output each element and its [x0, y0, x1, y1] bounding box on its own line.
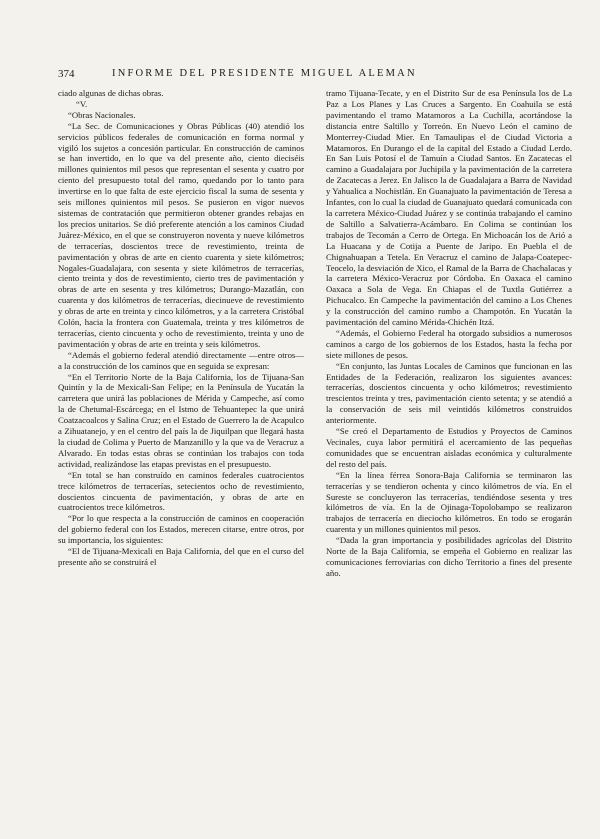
paragraph: tramo Tijuana-Tecate, y en el Distrito Sur de esa Península los de La Paz a Los Planes y Las Cruces a Sargento. En Coahuila se está pavimentando el tramo Matamoros a La Cuchilla, acortándose la distancia entre Saltillo y Torreón. En Nuevo León el camino de Monterrey-Ciudad Mier. En Tamaulipas el de Ciudad Victoria a Matamoros. En Durango el de la capital del Estado a Ciudad Lerdo. En San Luis Potosí el de Tamuín a Ciudad Santos. En Zacatecas el camino a Guadalajara por Juchipila y la pavimentación de la carretera de Zacatecas a Jerez. En Jalisco la de Guadalajara a Barra de Navidad y Yahualica a Nochistlán. En Guanajuato la pavimentación de Teresa a Infantes, con lo cual la ciudad de Guanajuato quedará comunicada con la carretera México-Ciudad Juárez y se continúa trabajando el camino de Saltillo a Salvatierra-Acámbaro. En Colima se continúan los trabajos de Tecomán a Cerro de Ortega. En Michoacán los de Arió a La Huacana y de Cotija a Puente de Jaripo. En Puebla el de Chignahuapan a Tetela. En Veracruz el camino de Jalapa-Coatepec-Teocelo, la desviación de Xico, el Ramal de la Barra de Chachalacas y la carretera México-Veracruz por Córdoba. En Oaxaca el camino Oaxaca a Sola de Vega. En Chiapas el de Tuxtla Gutiérrez a Pichucalco. En Campeche la pavimentación del camino a Los Chenes y la construcción del camino rumbo a Champotón. En Yucatán la pavimentación del camino Mérida-Chichén Itzá.: [326, 88, 572, 328]
section-heading: “Obras Nacionales.: [68, 109, 136, 120]
paragraph: “En total se han construído en caminos federales cuatrocientos trece kilómetros de terracerías, setecientos ocho de revestimiento, doscientos cincuenta de pavimentación, y obras de arte en cuatrocientos trece kilómetros.: [58, 469, 304, 513]
paragraph: “En el Territorio Norte de la Baja California, los de Tijuana-San Quintín y la de Mexicali-San Felipe; en la Península de Yucatán la carretera que unirá las poblaciones de Mérida y Campeche, así como la de Chetumal-Escárcega; en el Istmo de Tehuantepec la que unirá Coatzacoalcos y Salina Cruz; en el Estado de Guerrero la de Acapulco a Zihuatanejo, y en el centro del país la de Jiquilpan que llegará hasta la ciudad de Colima y Puerto de Manzanillo y la que va de Veracruz a Alvarado. En todas estas obras se continúan los trabajos con toda actividad, realizándose las etapas previstas en el presupuesto.: [58, 371, 304, 469]
section-number: “V.: [76, 98, 88, 109]
paragraph: “Además el gobierno federal atendió directamente —entre otros— a la construcción de los caminos que en seguida se expresan:: [58, 349, 304, 371]
paragraph: ciado algunas de dichas obras.: [58, 88, 164, 98]
paragraph: “Por lo que respecta a la construcción de caminos en cooperación del gobierno federal con los Estados, merecen citarse, entre otros, por su importancia, los siguientes:: [58, 513, 304, 546]
right-column: [326, 88, 572, 828]
paragraph: “En conjunto, las Juntas Locales de Caminos que funcionan en las Entidades de la Federación, realizaron los siguientes avances: terracerías, doscientos cincuenta y ocho kilómetros; revestimiento trescientos treinta y tres, pavimentación ciento setenta; y se atendió a la conservación de seis mil veintidós kilómetros construidos anteriormente.: [326, 360, 572, 426]
paragraph: “Se creó el Departamento de Estudios y Proyectos de Caminos Vecinales, cuya labor permitirá el acercamiento de las pequeñas comunidades que se encuentran aisladas económica y culturalmente del resto del país.: [326, 426, 572, 469]
left-column: [58, 88, 304, 828]
page-number: 374: [58, 68, 75, 80]
paragraph: “El de Tijuana-Mexicali en Baja California, del que en el curso del presente año se construirá el: [58, 546, 304, 567]
paragraph: “Dada la gran importancia y posibilidades agrícolas del Distrito Norte de la Baja California, se empeña el Gobierno en realizar las comunicaciones ferroviarias con dicho Territorio a fines del presente año.: [326, 535, 572, 578]
running-title: INFORME DEL PRESIDENTE MIGUEL ALEMAN: [112, 68, 417, 79]
page-header: [58, 68, 572, 82]
text-columns: [58, 88, 572, 828]
paragraph: “En la línea férrea Sonora-Baja California se terminaron las terracerías y se tendieron ochenta y cinco kilómetros de vía. En el Sureste se concluyeron las terracerías, tendiéndose sesenta y tres kilómetros de vía. En la de Ojinaga-Topolobampo se realizaron trabajos de terracería en dieciocho kilómetros. En todo se erogarán cuarenta y un millones quinientos mil pesos.: [326, 469, 572, 535]
paragraph: “Además, el Gobierno Federal ha otorgado subsidios a numerosos caminos a cargo de los gobiernos de los Estados, hasta la fecha por siete millones de pesos.: [326, 327, 572, 360]
paragraph: “La Sec. de Comunicaciones y Obras Públicas (40) atendió los servicios públicos federales de comunicación en forma normal y vigiló los sujetos a concesión particular. En construcción de caminos se han invertido, en lo que va del presente año, ciento dieciséis millones quinientos mil pesos que representan el sesenta y cuatro por ciento del presupuesto total del ramo, quedando por lo tanto para invertirse en lo que falta de este ejercicio fiscal la suma de sesenta y seis millones quinientos mil pesos. Se pusieron en vigor nuevos sistemas de contratación que permitieron obtener grandes rebajas en los precios unitarios. Se dió preferente atención a los caminos Ciudad Juárez-México, en el que se construyeron noventa y nueve kilómetros de terracerías, doscientos trece de revestimiento, treinta de pavimentación y obras de arte en ciento cuarenta y siete kilómetros; Nogales-Guadalajara, con sesenta y siete kilómetros de terracerías, ciento treinta y dos de revestimiento, cierto tres de pavimentación y obras de arte en sesenta y tres kilómetros; Durango-Mazatlán, con cuarenta y dos kilómetros de terracerías, diecinueve de revestimiento y obras de arte en treinta y cinco kilómetros, y a la carretera Cristóbal Colón, hacia la frontera con Guatemala, treinta y tres kilómetros de terracerías, ciento cincuenta y ocho de revestimiento, treinta y uno de pavimentación y obras de arte en treinta y seis kilómetros.: [58, 120, 304, 349]
